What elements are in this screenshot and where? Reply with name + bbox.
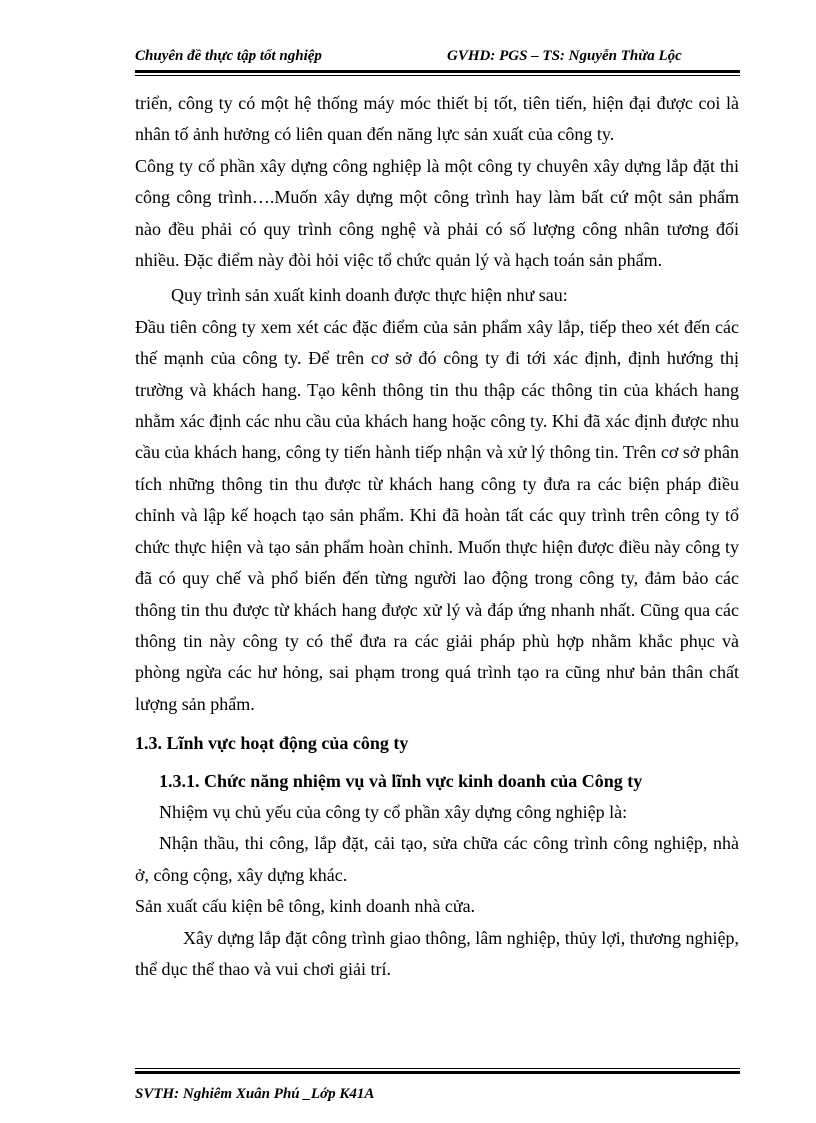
page-footer: SVTH: Nghiêm Xuân Phú _Lớp K41A	[135, 1086, 375, 1102]
header-title: Chuyên đề thực tập tốt nghiệp	[135, 48, 322, 64]
document-body	[135, 88, 739, 985]
paragraph: Nhiệm vụ chủ yếu của công ty cổ phần xây dựng công nghiệp là:	[159, 801, 628, 822]
footer-rule-thick	[135, 1071, 740, 1074]
paragraph: Sản xuất cấu kiện bê tông, kinh doanh nhà cửa.	[135, 896, 476, 917]
paragraph: Công ty cổ phần xây dựng công nghiệp là một công ty chuyên xây dựng lắp đặt thi công công trình….Muốn xây dựng một công trình hay làm bất cứ một sản phẩm nào đều phải có quy trình công nghệ và phải có số lượng công nhân tương đối nhiều. Đặc điểm này đòi hỏi việc tổ chức quản lý và hạch toán sản phẩm.	[135, 155, 739, 271]
header-advisor: GVHD: PGS – TS: Nguyễn Thừa Lộc	[447, 48, 682, 64]
paragraph: Nhận thầu, thi công, lắp đặt, cải tạo, sửa chữa các công trình công nghiệp, nhà ở, công cộng, xây dựng khác.	[135, 833, 739, 885]
section-heading: 1.3. Lĩnh vực hoạt động của công ty	[135, 733, 409, 754]
paragraph: Quy trình sản xuất kinh doanh được thực hiện như sau:	[171, 285, 568, 306]
footer-rule-thin	[135, 1068, 740, 1069]
header-rule-thick	[135, 70, 740, 73]
subsection-heading: 1.3.1. Chức năng nhiệm vụ và lĩnh vực kinh doanh của Công ty	[159, 770, 643, 791]
header-rule-thin	[135, 75, 740, 76]
paragraph: Xây dựng lắp đặt công trình giao thông, lâm nghiệp, thủy lợi, thương nghiệp, thể dục thể thao và vui chơi giải trí.	[135, 927, 739, 979]
paragraph: Đầu tiên công ty xem xét các đặc điểm của sản phẩm xây lắp, tiếp theo xét đến các thế mạnh của công ty. Để trên cơ sở đó công ty đi tới xác định, định hướng thị trường và khách hang. Tạo kênh thông tin thu thập các thông tin của khách hang nhằm xác định các nhu cầu của khách hang hoặc công ty. Khi đã xác định được nhu cầu của khách hang, công ty tiến hành tiếp nhận và xử lý thông tin. Trên cơ sở phân tích những thông tin thu được từ khách hang công ty đưa ra các biện pháp điều chỉnh và lập kế hoạch tạo sản phẩm. Khi đã hoàn tất các quy trình trên công ty tổ chức thực hiện và tạo sản phẩm hoàn chỉnh. Muốn thực hiện được điều này công ty đã có quy chế và phổ biến đến từng người lao động trong công ty, đảm bảo các thông tin thu được từ khách hang được xử lý và đáp ứng nhanh nhất. Cũng qua các thông tin này công ty có thể đưa ra các giải pháp phù hợp nhằm khắc phục và phòng ngừa các hư hỏng, sai phạm trong quá trình tạo ra cũng như bản thân chất lượng sản phẩm.	[135, 316, 739, 714]
paragraph: triển, công ty có một hệ thống máy móc thiết bị tốt, tiên tiến, hiện đại được coi là nhân tố ảnh hưởng có liên quan đến năng lực sản xuất của công ty.	[135, 93, 739, 145]
page-header	[135, 48, 740, 68]
